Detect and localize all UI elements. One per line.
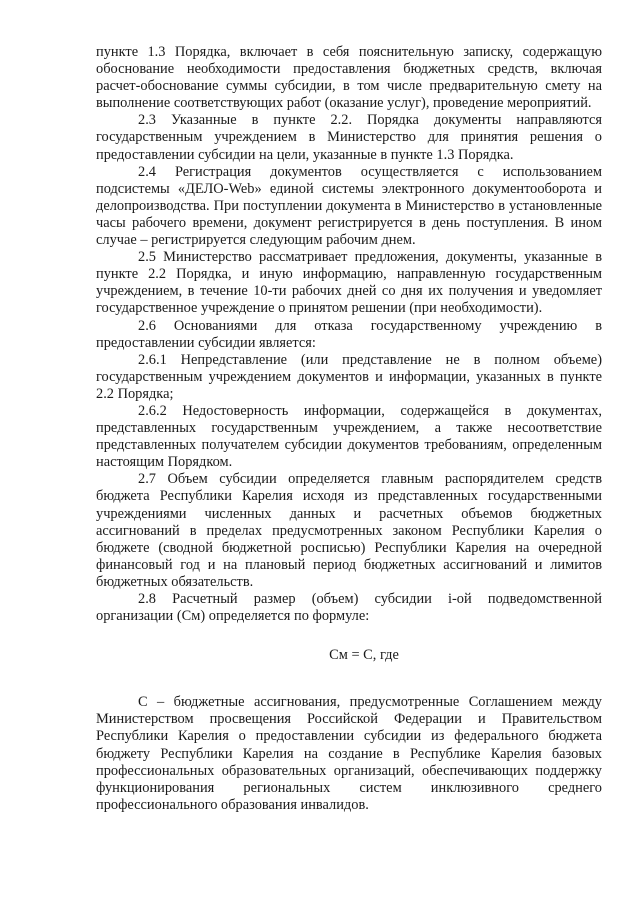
paragraph-2-3: 2.3 Указанные в пункте 2.2. Порядка документы направляются государственным учреждением в Министерство для принятия решения о предоставлении субсидии на цели, указанные в пункте 1.3 Порядка. [96,112,602,163]
paragraph-2-8: 2.8 Расчетный размер (объем) субсидии i-ой подведомственной организации (См) определяется по формуле: [96,591,602,625]
paragraph-continuation: пункте 1.3 Порядка, включает в себя пояснительную записку, содержащую обоснование необходимости предоставления бюджетных средств, включая расчет-обоснование суммы субсидии, в том числе предварительную смету на выполнение соответствующих работ (оказание услуг), проведение мероприятий. [96,44,602,112]
formula: См = С, где [329,647,399,664]
paragraph-2-6-1: 2.6.1 Непредставление (или представление не в полном объеме) государственным учреждением документов и информации, указанных в пункте 2.2 Порядка; [96,351,602,402]
document-page [96,44,602,814]
formula-definition: С – бюджетные ассигнования, предусмотренные Соглашением между Министерством просвещения Российской Федерации и Правительством Республики Карелия о предоставлении субсидии из федерального бюджета бюджету Республики Карелия на создание в Республике Карелия базовых профессиональных образовательных организаций, обеспечивающих поддержку функционирования региональных систем инклюзивного среднего профессионального образования инвалидов. [96,694,602,813]
paragraph-2-4: 2.4 Регистрация документов осуществляется с использованием подсистемы «ДЕЛО-Web» единой системы электронного документооборота и делопроизводства. При поступлении документа в Министерство в установленные часы рабочего времени, документ регистрируется в день поступления. В ином случае – регистрируется следующим рабочим днем. [96,163,602,249]
paragraph-2-7: 2.7 Объем субсидии определяется главным распорядителем средств бюджета Республики Карелия исходя из представленных государственными учреждениями численных данных и расчетных объемов бюджетных ассигнований в пределах предусмотренных законом Республики Карелия о бюджете (сводной бюджетной росписью) Республики Карелия на очередной финансовый год и на плановый период бюджетных ассигнований и лимитов бюджетных обязательств. [96,471,602,590]
paragraph-2-5: 2.5 Министерство рассматривает предложения, документы, указанные в пункте 2.2 Порядка, и иную информацию, направленную государственным учреждением, в течение 10-ти рабочих дней со дня их получения и уведомляет государственное учреждение о принятом решении (при необходимости). [96,249,602,317]
paragraph-2-6-2: 2.6.2 Недостоверность информации, содержащейся в документах, представленных государственным учреждением, а также несоответствие представленных получателем субсидии документов требованиям, определенным настоящим Порядком. [96,402,602,471]
paragraph-2-6: 2.6 Основаниями для отказа государственному учреждению в предоставлении субсидии является: [96,317,602,351]
